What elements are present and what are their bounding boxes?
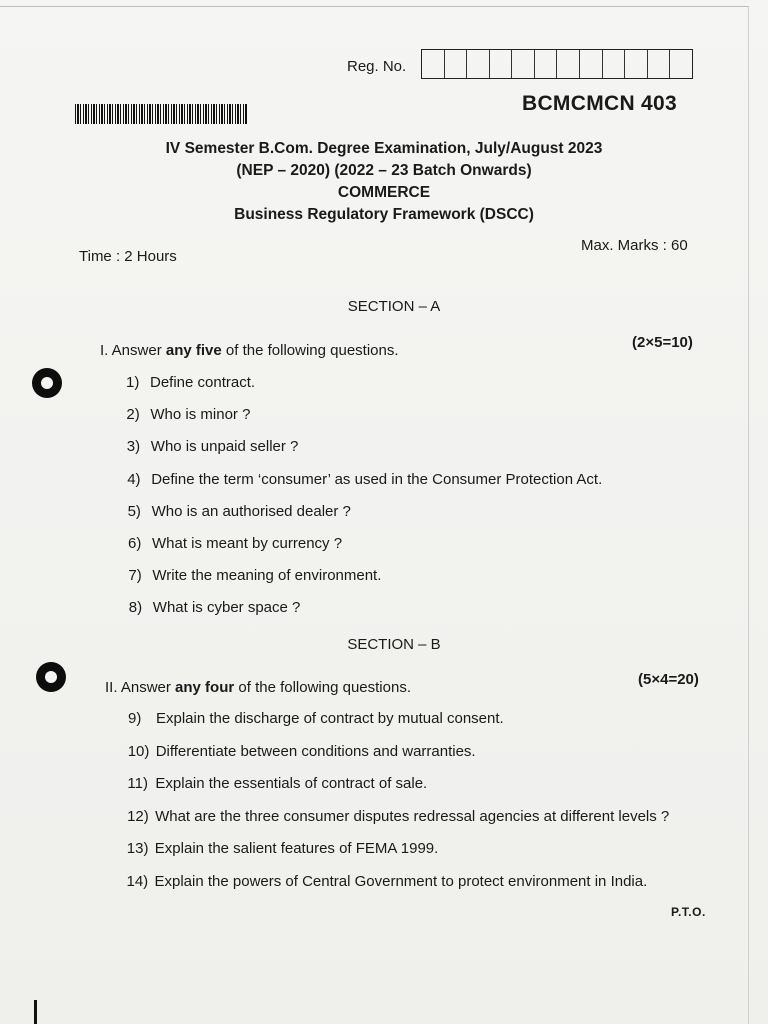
question-number: 5) <box>127 502 141 520</box>
question-item <box>127 873 648 890</box>
exam-time: Time : 2 Hours <box>79 248 177 265</box>
instruction-emphasis: any four <box>175 679 235 696</box>
paper-code: BCMCMCN 403 <box>522 92 677 115</box>
question-item <box>127 808 669 825</box>
reg-no-cell <box>490 50 513 78</box>
right-edge <box>748 6 749 1024</box>
punch-hole-icon <box>36 662 66 692</box>
reg-no-label: Reg. No. <box>347 58 407 75</box>
top-rule <box>0 6 748 7</box>
question-text: Differentiate between conditions and warranties. <box>155 742 476 760</box>
question-text: Who is minor ? <box>150 406 251 424</box>
section-b-instruction <box>105 679 411 696</box>
reg-no-cell <box>445 50 468 78</box>
question-text: What is meant by currency ? <box>152 535 343 552</box>
question-number: 13) <box>126 840 149 858</box>
question-number: 12) <box>127 807 149 825</box>
question-number: 14) <box>126 873 149 890</box>
section-b-marks: (5×4=20) <box>638 671 699 688</box>
question-number: 1) <box>126 374 140 391</box>
question-text: Define contract. <box>150 374 256 391</box>
section-a-title: SECTION – A <box>347 298 441 315</box>
question-number: 3) <box>126 438 141 456</box>
exam-course: Business Regulatory Framework (DSCC) <box>234 206 534 223</box>
question-item <box>128 503 351 520</box>
barcode-icon <box>75 104 247 124</box>
reg-no-cell <box>648 50 671 78</box>
reg-no-cell <box>512 50 535 78</box>
question-item <box>127 840 439 857</box>
section-b-title: SECTION – B <box>347 636 441 653</box>
reg-no-cell <box>422 50 445 78</box>
question-number: 10) <box>127 742 150 760</box>
instruction-text: of the following questions. <box>234 679 411 696</box>
question-text: What is cyber space ? <box>152 599 301 617</box>
reg-no-cell <box>625 50 648 78</box>
question-item <box>127 471 602 488</box>
question-item <box>126 374 255 391</box>
question-item <box>129 599 301 616</box>
question-number: 8) <box>128 599 143 617</box>
question-item <box>127 438 299 455</box>
instruction-text: II. Answer <box>105 679 176 696</box>
max-marks: Max. Marks : 60 <box>581 237 688 254</box>
reg-no-boxes <box>421 49 693 79</box>
question-number: 9) <box>128 710 142 727</box>
question-text: Explain the discharge of contract by mutual consent. <box>156 710 504 727</box>
reg-no-cell <box>557 50 580 78</box>
question-number: 4) <box>127 470 141 488</box>
exam-title: IV Semester B.Com. Degree Examination, July/August 2023 <box>165 140 603 157</box>
question-item <box>128 743 476 760</box>
question-number: 11) <box>127 775 148 793</box>
question-text: Explain the essentials of contract of sale. <box>155 775 428 793</box>
reg-no-cell <box>467 50 490 78</box>
question-number: 7) <box>128 567 142 585</box>
question-item <box>128 567 381 584</box>
question-text: Explain the salient features of FEMA 1999. <box>154 840 439 858</box>
question-item <box>127 775 427 792</box>
question-number: 6) <box>128 535 142 552</box>
punch-hole-icon <box>32 368 62 398</box>
instruction-text: of the following questions. <box>221 342 399 359</box>
question-item <box>128 710 504 727</box>
question-text: Who is an authorised dealer ? <box>151 502 351 520</box>
section-a-marks: (2×5=10) <box>632 334 693 351</box>
exam-scheme: (NEP – 2020) (2022 – 23 Batch Onwards) <box>236 162 532 179</box>
question-number: 2) <box>126 406 140 424</box>
question-text: Define the term ‘consumer’ as used in the Consumer Protection Act. <box>151 470 603 488</box>
exam-subject: COMMERCE <box>337 184 431 201</box>
instruction-emphasis: any five <box>165 342 222 359</box>
question-text: Explain the powers of Central Government to protect environment in India. <box>154 873 648 890</box>
reg-no-cell <box>580 50 603 78</box>
question-text: Write the meaning of environment. <box>152 567 382 585</box>
question-item <box>126 406 250 423</box>
reg-no-cell <box>535 50 558 78</box>
question-text: What are the three consumer disputes redressal agencies at different levels ? <box>155 807 670 825</box>
question-text: Who is unpaid seller ? <box>150 438 299 456</box>
reg-no-cell <box>603 50 626 78</box>
reg-no-cell <box>670 50 692 78</box>
pto-note: P.T.O. <box>671 905 706 919</box>
section-a-instruction <box>100 342 399 359</box>
margin-mark <box>34 1000 37 1024</box>
question-item <box>128 535 342 552</box>
instruction-text: I. Answer <box>100 342 166 359</box>
